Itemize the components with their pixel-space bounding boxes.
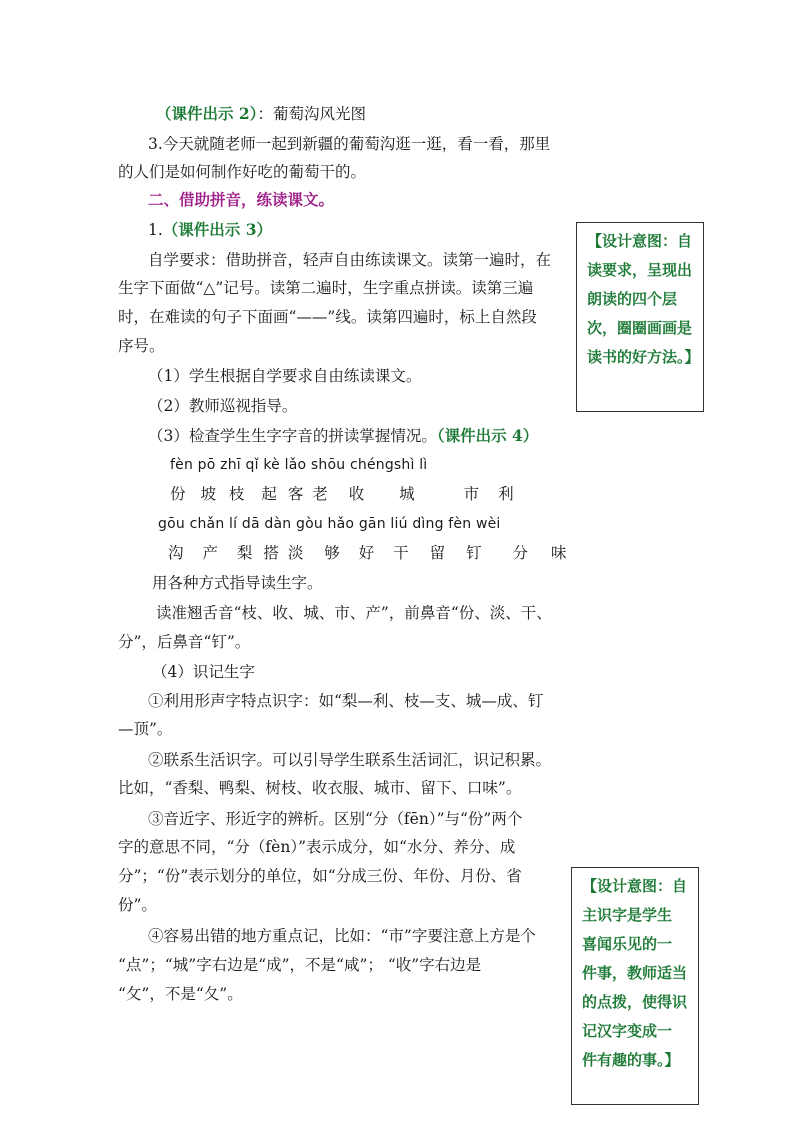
note-line: 【设计意图：自 (587, 232, 693, 250)
hanzi-char: 枝 (228, 485, 245, 503)
hanzi-char: 老 (312, 485, 328, 503)
paragraph-3-line1: 3.今天就随老师一起到新疆的葡萄沟逛一逛，看一看，那里 (148, 135, 551, 153)
hanzi-char: 客 (287, 485, 304, 503)
hanzi-char: 钉 (466, 544, 482, 562)
method-4-line1: ④容易出错的地方重点记，比如：“市”字要注意上方是个 (148, 927, 536, 945)
hanzi-char: 留 (429, 544, 446, 562)
pinyin-row-2: gōu chǎn lí dā dàn gòu hǎo gān liú dìng fèn wèi (158, 516, 501, 532)
note-line: 记汉字变成一 (582, 1022, 673, 1040)
note-line: 【设计意图：自 (582, 877, 688, 895)
note-line: 读要求，呈现出 (587, 261, 693, 279)
hanzi-char: 收 (348, 485, 365, 503)
hanzi-char: 味 (550, 544, 567, 562)
hanzi-char: 起 (261, 485, 277, 503)
method-1-line2: —顶”。 (118, 720, 173, 738)
note-line: 主识字是学生 (582, 906, 673, 924)
tone-line2: 分”，后鼻音“钉”。 (118, 633, 251, 651)
note-line: 读书的好方法。】 (587, 348, 700, 366)
hanzi-char: 利 (498, 485, 514, 503)
guide-text: 用各种方式指导读生字。 (152, 574, 323, 592)
step-2: （2）教师巡视指导。 (148, 397, 298, 415)
requirement-line4: 序号。 (118, 337, 165, 355)
step-3: （3）检查学生生字字音的拼读掌握情况。（课件出示 4） (148, 426, 539, 445)
tone-line1: 读准翘舌音“枝、收、城、市、产”，前鼻音“份、淡、干、 (156, 604, 552, 622)
hanzi-char: 产 (202, 544, 218, 562)
item-1: 1.（课件出示 3） (148, 220, 272, 239)
hanzi-char: 坡 (200, 485, 216, 503)
hanzi-char: 干 (393, 544, 409, 562)
note-line: 件有趣的事。】 (582, 1051, 680, 1069)
step-1: （1）学生根据自学要求自由练读课文。 (148, 367, 422, 385)
courseware-show-2: （课件出示 2）：葡萄沟风光图 (156, 104, 366, 123)
pinyin-row-1: fèn pō zhī qǐ kè lǎo shōu chéngshì lì (170, 457, 428, 473)
method-3-line3: 分”；“份”表示划分的单位，如“分成三份、年份、月份、省 (118, 867, 522, 885)
method-3-line2: 字的意思不同，“分（fèn）”表示成分，如“水分、养分、成 (118, 838, 516, 856)
hanzi-char: 够 (324, 544, 340, 562)
method-2-line2: 比如，“香梨、鸭梨、树枝、收衣服、城市、留下、口味”。 (118, 779, 522, 797)
method-4-line3: “攵”，不是“夂”。 (118, 985, 243, 1003)
section-heading: 二、借助拼音，练读课文。 (148, 190, 335, 209)
design-intent-note-2 (571, 867, 699, 1105)
method-1-line1: ①利用形声字特点识字：如“梨—利、枝—支、城—成、钉 (148, 692, 544, 710)
hanzi-char: 市 (463, 485, 480, 503)
step-4: （4）识记生字 (152, 663, 255, 681)
method-2-line1: ②联系生活识字。可以引导学生联系生活词汇，识记积累。 (148, 751, 552, 769)
note-line: 件事，教师适当 (582, 964, 688, 982)
note-line: 的点拨，使得识 (582, 993, 688, 1011)
hanzi-char: 沟 (168, 544, 184, 562)
design-intent-note-1 (576, 222, 704, 412)
hanzi-char: 好 (358, 544, 375, 562)
note-line: 朗读的四个层 (587, 290, 678, 308)
hanzi-char: 梨 (236, 544, 253, 562)
hanzi-row-2 (168, 543, 567, 563)
hanzi-char: 搭 (263, 544, 279, 562)
method-4-line2: “点”；“城”字右边是“成”，不是“咸”； “收”字右边是 (118, 956, 482, 974)
hanzi-char: 城 (399, 485, 415, 503)
note-line: 次，圈圈画画是 (587, 319, 693, 337)
method-3-line4: 份”。 (118, 896, 157, 914)
hanzi-char: 份 (170, 485, 186, 503)
method-3-line1: ③音近字、形近字的辨析。区别“分（fēn）”与“份”两个 (148, 810, 523, 828)
requirement-line2: 生字下面做“△”记号。读第二遍时，生字重点拼读。读第三遍 (118, 279, 534, 297)
note-line: 喜闻乐见的一 (582, 935, 673, 953)
paragraph-3-line2: 的人们是如何制作好吃的葡萄干的。 (118, 163, 367, 181)
hanzi-row-1 (170, 484, 514, 504)
requirement-line3: 时，在难读的句子下面画“——”线。读第四遍时，标上自然段 (118, 308, 537, 326)
hanzi-char: 分 (512, 544, 529, 562)
hanzi-char: 淡 (287, 544, 304, 562)
requirement-line1: 自学要求：借助拼音，轻声自由练读课文。读第一遍时，在 (148, 251, 552, 269)
